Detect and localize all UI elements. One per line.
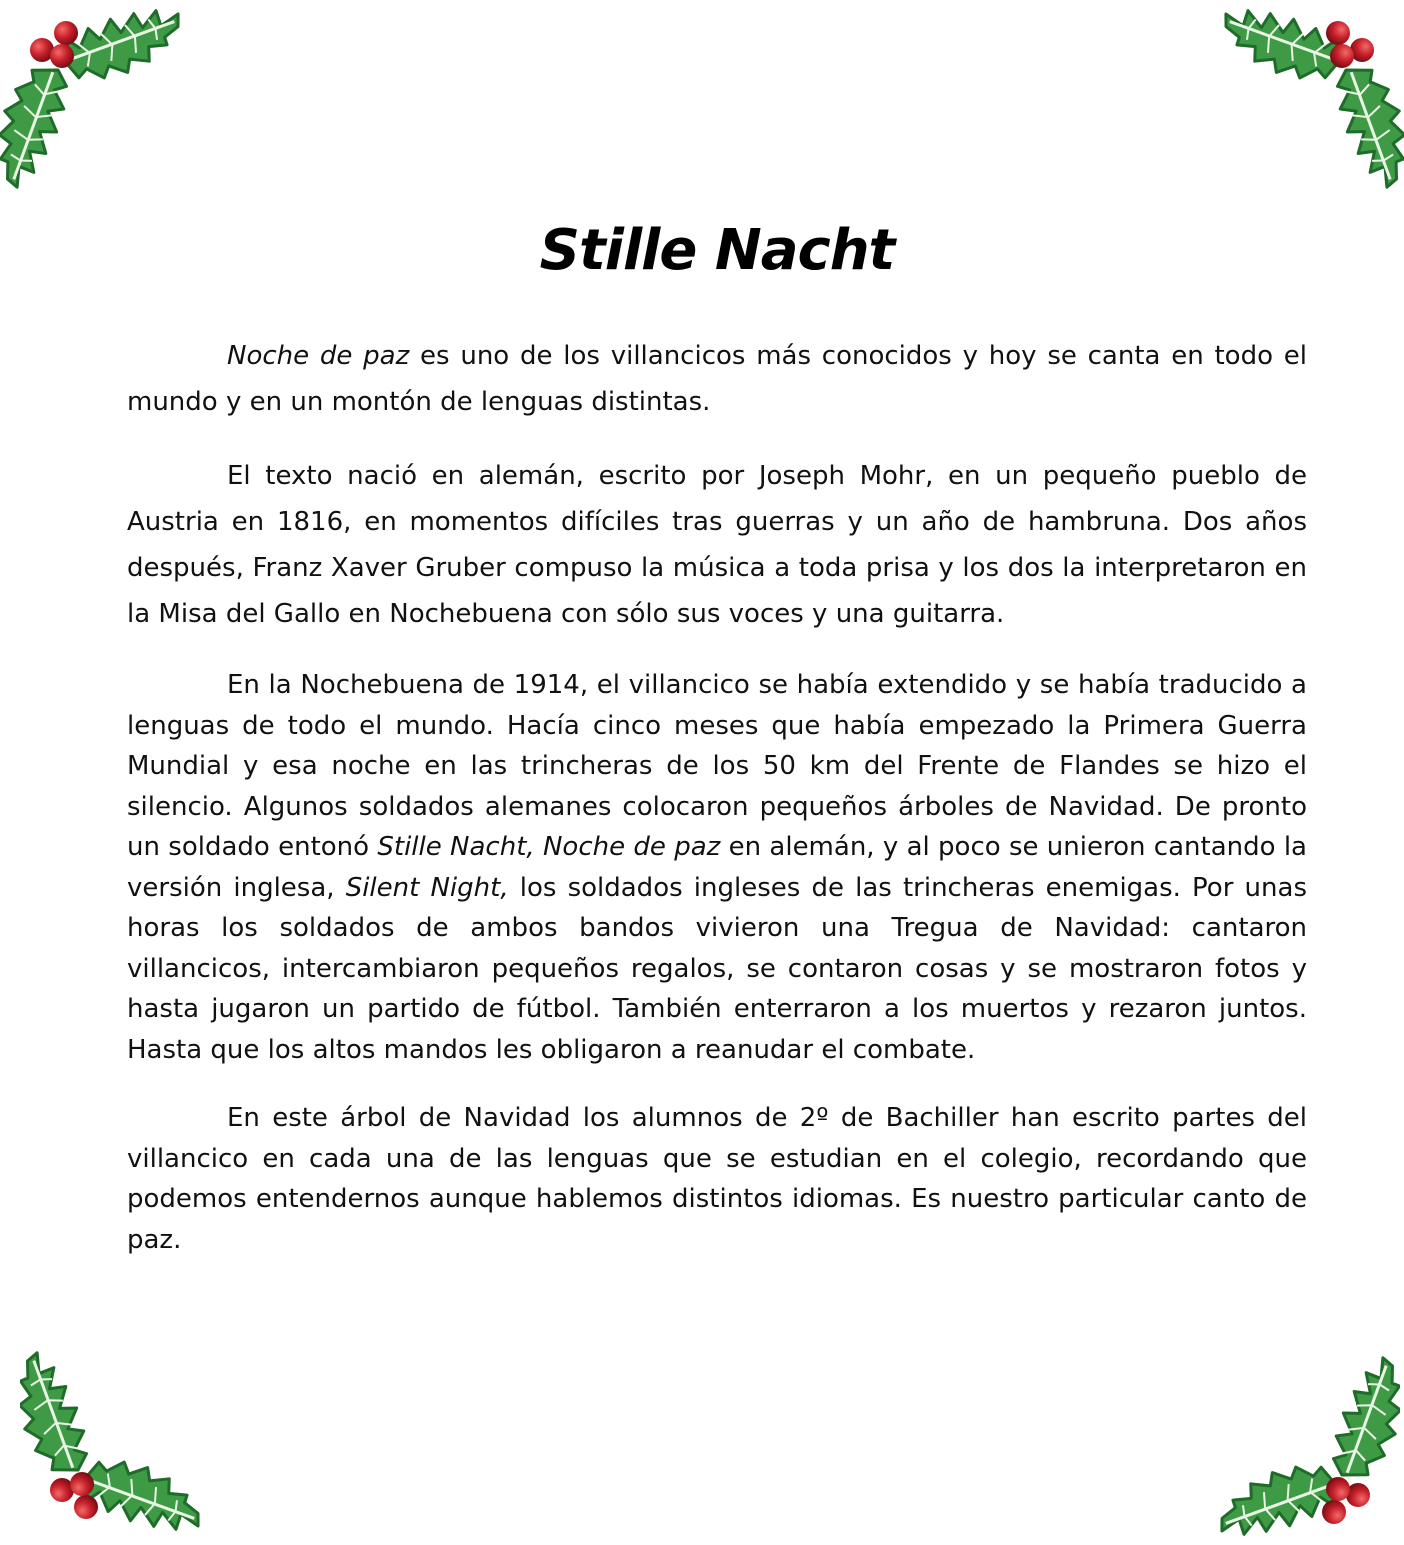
- paragraph-text: es uno de los villancicos más conocidos y hoy se canta en todo el mundo y en un montón de lenguas distintas.: [127, 341, 1307, 417]
- holly-icon: [1184, 0, 1404, 200]
- italic-text: Stille Nacht, Noche de paz: [377, 832, 721, 862]
- body-text: [127, 333, 1307, 1288]
- paragraph-text: En la Nochebuena de 1914, el villancico se había extendido y se había traducido a lenguas de todo el mundo. Hacía cinco meses que había empezado la Primera Guerra Mundial y esa noche en las trincheras de los 50 km del Frente de Flandes se hizo el silencio. Algunos soldados alemanes colocaron pequeños árboles de Navidad. De pronto un soldado entonó: [127, 670, 1307, 862]
- paragraph: [127, 665, 1307, 1070]
- holly-icon: [0, 0, 220, 200]
- holly-icon: [1180, 1345, 1400, 1545]
- paragraph-text: En este árbol de Navidad los alumnos de 2º de Bachiller han escrito partes del villancico en cada una de las lenguas que se estudian en el colegio, recordando que podemos entendernos aunque hablemos distintos idiomas. Es nuestro particular canto de paz.: [127, 1103, 1307, 1255]
- paragraph-text: los soldados ingleses de las trincheras enemigas. Por unas horas los soldados de ambos bandos vivieron una Tregua de Navidad: cantaron villancicos, intercambiaron pequeños regalos, se contaron cosas y se mostraron fotos y hasta jugaron un partido de fútbol. También enterraron a los muertos y rezaron juntos. Hasta que los altos mandos les obligaron a reanudar el combate.: [127, 872, 1307, 1065]
- paragraph: [127, 333, 1307, 425]
- paragraph: [127, 453, 1307, 637]
- paragraph-text: El texto nació en alemán, escrito por Joseph Mohr, en un pequeño pueblo de Austria en 1816, en momentos difíciles tras guerras y un año de hambruna. Dos años después, Franz Xaver Gruber compuso la música a toda prisa y los dos la interpretaron en la Misa del Gallo en Nochebuena con sólo sus voces y una guitarra.: [127, 461, 1307, 629]
- paragraph-text: en alemán, y al poco se unieron cantando la versión inglesa,: [127, 832, 1307, 903]
- italic-text: Noche de paz: [227, 341, 410, 371]
- italic-text: Silent Night,: [345, 872, 509, 903]
- paragraph: [127, 1098, 1307, 1260]
- holly-icon: [20, 1340, 240, 1540]
- page-title: Stille Nacht: [539, 218, 895, 283]
